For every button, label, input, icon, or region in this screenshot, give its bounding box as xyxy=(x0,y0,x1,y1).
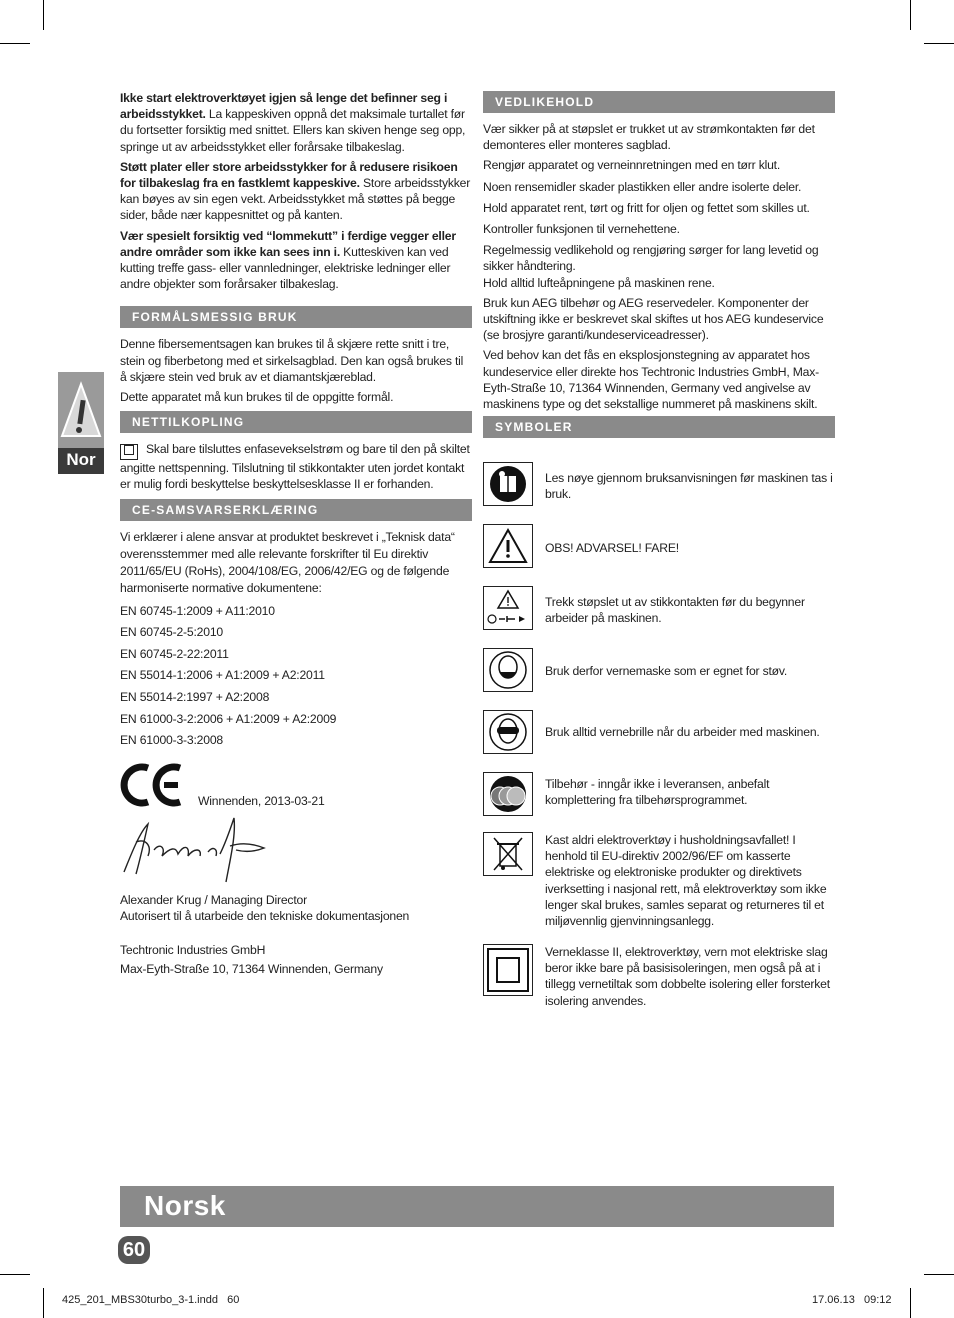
warning-triangle-icon xyxy=(483,524,533,568)
symbol-text: Verneklasse II, elektroverktøy, vern mot elektriske slag beror ikke bare på basisisoleringen, men også på at i tillegg vernetiltak som dobbelte isolering eller forsterket isolering anvendes. xyxy=(545,945,830,1008)
paragraph: Støtt plater eller store arbeidsstykker for å redusere risikoen for tilbakeslag fra en fastklemt kappeskive. Store arbeidsstykker kan bøyes av sin egen vekt. Arbeidsstykket må støttes på begge sider, både nær kappesnittet og på kanten. xyxy=(120,159,471,223)
left-column xyxy=(120,90,472,754)
signer-role: Autorisert til å utarbeide den tekniske dokumentasjonen xyxy=(120,909,410,924)
read-manual-icon xyxy=(483,462,533,506)
language-title: Norsk xyxy=(144,1190,226,1221)
symbol-text: Kast aldri elektroverktøy i husholdningsavfallet! I henhold til EU-direktiv 2002/96/EF om kasserte elektriske og elektroniske produkter og direktivets iverksetting i nasjonal rett, må elektroverktøy som ikke lenger skal brukes, samles separat og returneres til et miljøvennlig gjenvinningsanlegg. xyxy=(545,833,827,929)
crop-mark xyxy=(43,1288,44,1318)
weee-bin-icon xyxy=(483,832,533,876)
paragraph: Dette apparatet må kun brukes til de oppgitte formål. xyxy=(120,390,394,405)
paragraph: Hold alltid lufteåpningene på maskinen rene. xyxy=(483,275,715,290)
symbol-text: OBS! ADVARSEL! FARE! xyxy=(545,541,679,555)
protection-class-ii-icon xyxy=(483,944,533,996)
paragraph: Ikke start elektroverktøyet igjen så lenge det befinner seg i arbeidsstykket. La kappeskiven oppnå det maksimale turtallet før du fortsetter forsiktig med snittet. Ellers kan skiven henge seg opp, springe ut av arbeidsstykket eller forårsake tilbakeslag. xyxy=(120,91,466,154)
paragraph: Skal bare tilsluttes enfasevekselstrøm og bare til den på skiltet angitte nettspenning. Tilslutning til stikkontakter uten jordet kontakt er mulig fordi beskyttelse beskyttelsesklasse II er forhanden. xyxy=(120,442,470,492)
paragraph: Denne fibersementsagen kan brukes til å skjære rette snitt i tre, stein og fiberbetong med et sirkelsagblad. Den kan også brukes til å skjære stein ved bruk av et diamantskjæreblad. xyxy=(120,337,464,384)
symbol-text: Bruk derfor vernemaske som er egnet for støv. xyxy=(545,664,788,678)
standard: EN 55014-1:2006 + A1:2009 + A2:2011 xyxy=(120,668,325,683)
symbol-text: Les nøye gjennom bruksanvisningen før maskinen tas i bruk. xyxy=(545,471,833,502)
address: Max-Eyth-Straße 10, 71364 Winnenden, Germany xyxy=(120,961,383,976)
standard: EN 61000-3-3:2008 xyxy=(120,733,223,748)
protection-class-ii-icon xyxy=(120,444,138,460)
language-bar xyxy=(120,1186,834,1227)
right-column xyxy=(483,85,835,446)
warning-triangle-icon xyxy=(58,372,104,448)
ce-mark xyxy=(120,762,186,808)
paragraph: Ved behov kan det fås en eksplosjonstegning av apparatet hos kundeservice eller direkte hos Techtronic Industries GmbH, Max-Eyth-Straße 10, 71364 Winnenden, Germany ved angivelse av maskinens type og det sekstallige nummeret på maskinens skilt. xyxy=(483,348,820,412)
paragraph: Noen rensemidler skader plastikken eller andre isolerte deler. xyxy=(483,179,802,194)
unplug-icon xyxy=(483,586,533,630)
symbol-text: Trekk støpslet ut av stikkontakten før du begynner arbeider på maskinen. xyxy=(545,595,805,626)
file-info: 425_201_MBS30turbo_3-1.indd 60 xyxy=(62,1294,240,1306)
safety-goggles-icon xyxy=(483,710,533,754)
standard: EN 60745-1:2009 + A11:2010 xyxy=(120,603,275,618)
timestamp: 17.06.13 09:12 xyxy=(812,1294,892,1306)
symbol-text: Bruk alltid vernebrille når du arbeider med maskinen. xyxy=(545,725,820,739)
paragraph: Vær spesielt forsiktig ved “lommekutt” i ferdige vegger eller andre områder som ikke kan sees inn i. Kutteskiven kan ved kutting treffe gass- eller vannledninger, elektriske ledninger eller andre objekter som forårsaker tilbakeslag. xyxy=(120,228,456,292)
paragraph: Hold apparatet rent, tørt og fritt for oljen og fettet som skilles ut. xyxy=(483,200,810,215)
section-header-vedlikehold: VEDLIKEHOLD xyxy=(483,91,835,113)
side-tab xyxy=(58,372,104,474)
signer-block xyxy=(120,892,472,977)
paragraph: Kontroller funksjonen til vernehettene. xyxy=(483,222,680,237)
signature xyxy=(118,812,278,888)
crop-mark xyxy=(924,43,954,44)
paragraph: Regelmessig vedlikehold og rengjøring sørger for lang levetid og sikker håndtering. xyxy=(483,243,819,274)
standard: EN 60745-2-5:2010 xyxy=(120,625,223,640)
place-date: Winnenden, 2013-03-21 xyxy=(198,794,325,808)
accessories-blades-icon xyxy=(483,772,533,816)
symbols-list xyxy=(483,462,835,1022)
signer: Alexander Krug / Managing Director xyxy=(120,893,307,907)
section-header-formal: FORMÅLSMESSIG BRUK xyxy=(120,306,472,328)
crop-mark xyxy=(0,1274,30,1275)
company: Techtronic Industries GmbH xyxy=(120,943,266,958)
section-header-ce: CE-SAMSVARSERKLÆRING xyxy=(120,499,472,521)
side-tab-label: Nor xyxy=(66,450,96,469)
crop-mark xyxy=(924,1274,954,1275)
crop-mark xyxy=(43,0,44,30)
crop-mark xyxy=(910,0,911,30)
standard: EN 60745-2-22:2011 xyxy=(120,646,229,661)
dust-mask-icon xyxy=(483,648,533,692)
section-header-symboler: SYMBOLER xyxy=(483,416,835,438)
standard: EN 61000-3-2:2006 + A1:2009 + A2:2009 xyxy=(120,711,337,726)
section-header-netti: NETTILKOPLING xyxy=(120,411,472,433)
standard: EN 55014-2:1997 + A2:2008 xyxy=(120,690,270,705)
paragraph: Rengjør apparatet og verneinnretningen med en tørr klut. xyxy=(483,158,781,173)
symbol-text: Tilbehør - inngår ikke i leveransen, anbefalt komplettering fra tilbehørsprogrammet. xyxy=(545,777,770,808)
paragraph: Vær sikker på at støpslet er trukket ut av strømkontakten før det demonteres eller monteres sagblad. xyxy=(483,122,815,153)
standards-list xyxy=(120,603,472,750)
paragraph: Vi erklærer i alene ansvar at produktet beskrevet i „Teknisk data“ overensstemmer med alle relevante forskrifter til Eu direktiv 2011/65/EU (RoHs), 2004/108/EG, 2006/42/EG og de følgende harmoniserte normative dokumentene: xyxy=(120,529,455,595)
crop-mark xyxy=(910,1288,911,1318)
page-number: 60 xyxy=(118,1236,150,1264)
crop-mark xyxy=(0,43,30,44)
paragraph: Bruk kun AEG tilbehør og AEG reservedeler. Komponenter der utskiftning ikke er beskrevet skal skiftes ut hos AEG kundeservice (se brosjyre garanti/kundeserviceadresser). xyxy=(483,295,824,343)
